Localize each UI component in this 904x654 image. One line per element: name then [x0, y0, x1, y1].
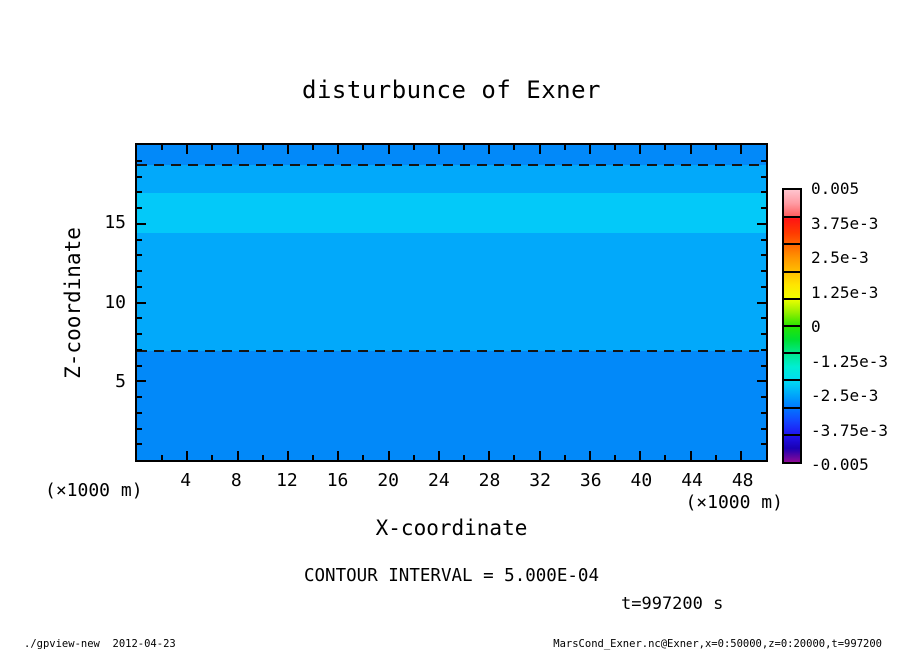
y-tick: [761, 176, 766, 178]
colorbar-tick-label: -3.75e-3: [811, 420, 889, 440]
colorbar-segment-divider: [784, 325, 800, 327]
x-tick: [413, 455, 415, 460]
y-tick: [137, 349, 142, 351]
colorbar-tick-label: 1.25e-3: [811, 282, 879, 302]
x-tick: [614, 145, 616, 150]
x-tick-label: 32: [529, 470, 551, 491]
y-tick: [761, 239, 766, 241]
y-axis-unit: (×1000 m): [45, 480, 143, 501]
x-tick: [337, 451, 339, 460]
y-tick: [761, 317, 766, 319]
y-tick: [761, 412, 766, 414]
y-tick: [137, 254, 142, 256]
y-tick: [137, 223, 146, 225]
x-tick: [639, 451, 641, 460]
x-tick: [513, 455, 515, 460]
y-tick: [761, 428, 766, 430]
x-tick-label: 12: [276, 470, 298, 491]
y-tick: [137, 270, 142, 272]
footer-datasource: MarsCond_Exner.nc@Exner,x=0:50000,z=0:20000,t=997200: [553, 638, 882, 650]
y-tick: [137, 176, 142, 178]
x-tick: [362, 145, 364, 150]
y-tick: [137, 207, 142, 209]
x-tick: [539, 451, 541, 460]
x-tick: [564, 455, 566, 460]
y-tick: [137, 239, 142, 241]
x-tick: [740, 145, 742, 154]
y-tick: [761, 396, 766, 398]
colorbar-tick-label: -2.5e-3: [811, 386, 879, 405]
x-tick: [539, 145, 541, 154]
x-tick: [488, 145, 490, 154]
x-tick: [690, 145, 692, 154]
x-tick-label: 24: [427, 470, 450, 491]
x-tick: [513, 145, 515, 150]
colorbar-segment-divider: [784, 216, 800, 218]
x-tick-label: 8: [230, 470, 242, 491]
colorbar-segment-divider: [784, 352, 800, 354]
colorbar-segment-divider: [784, 298, 800, 300]
x-tick: [589, 451, 591, 460]
y-tick: [761, 254, 766, 256]
y-axis-label: Z-coordinate: [61, 227, 85, 379]
x-tick-label: 48: [731, 470, 754, 491]
x-tick: [438, 145, 440, 154]
y-tick: [761, 349, 766, 351]
y-tick-label: 10: [104, 291, 126, 313]
dashed-contour-line: [137, 350, 766, 352]
colorbar-tick-label: 3.75e-3: [811, 213, 879, 233]
y-tick: [761, 207, 766, 209]
colorbar-tick-label: 0.005: [811, 179, 860, 198]
dashed-contour-line: [137, 164, 766, 166]
x-tick: [312, 145, 314, 150]
x-tick-label: 4: [180, 470, 192, 491]
y-tick: [137, 286, 142, 288]
colorbar-segment-divider: [784, 379, 800, 381]
tone-band: [137, 165, 766, 193]
colorbar-tick-label: 0: [811, 317, 821, 336]
x-tick: [715, 145, 717, 150]
x-tick: [664, 455, 666, 460]
x-tick: [564, 145, 566, 150]
x-tick: [262, 145, 264, 150]
y-tick: [137, 443, 142, 445]
x-tick: [362, 455, 364, 460]
tone-band: [137, 145, 766, 165]
x-tick: [211, 145, 213, 150]
x-tick: [388, 451, 390, 460]
x-tick: [237, 145, 239, 154]
x-tick: [463, 455, 465, 460]
x-tick-label: 28: [478, 470, 501, 491]
x-tick: [690, 451, 692, 460]
y-tick: [761, 160, 766, 162]
x-tick: [211, 455, 213, 460]
chart-title: disturbunce of Exner: [302, 76, 601, 104]
colorbar-tick-label: -1.25e-3: [811, 351, 889, 371]
y-tick: [757, 302, 766, 304]
x-tick-label: 16: [326, 470, 349, 491]
colorbar: [782, 188, 802, 464]
x-tick: [614, 455, 616, 460]
x-tick: [287, 451, 289, 460]
y-tick: [137, 302, 146, 304]
tone-band: [137, 193, 766, 233]
tone-band: [137, 233, 766, 351]
y-tick: [761, 270, 766, 272]
y-tick: [761, 443, 766, 445]
y-tick: [761, 191, 766, 193]
footer-command: ./gpview-new 2012-04-23: [24, 638, 176, 650]
x-tick: [186, 451, 188, 460]
y-tick: [761, 333, 766, 335]
x-tick: [186, 145, 188, 154]
y-tick: [137, 365, 142, 367]
x-tick: [388, 145, 390, 154]
colorbar-tick-label: -0.005: [811, 455, 869, 474]
x-tick-label: 20: [377, 470, 400, 491]
y-tick: [137, 428, 142, 430]
x-tick-label: 40: [630, 470, 653, 491]
x-tick: [237, 451, 239, 460]
colorbar-segment-divider: [784, 243, 800, 245]
colorbar-segment-divider: [784, 434, 800, 436]
x-tick: [589, 145, 591, 154]
x-tick: [715, 455, 717, 460]
x-tick: [312, 455, 314, 460]
y-tick: [137, 333, 142, 335]
tone-band: [137, 351, 766, 460]
y-tick-label: 5: [115, 371, 126, 393]
x-tick: [740, 451, 742, 460]
x-tick: [639, 145, 641, 154]
y-tick: [137, 191, 142, 193]
y-tick: [137, 412, 142, 414]
x-tick: [287, 145, 289, 154]
y-tick: [137, 317, 142, 319]
x-tick: [262, 455, 264, 460]
y-tick: [757, 380, 766, 382]
y-tick: [137, 160, 142, 162]
y-tick: [761, 365, 766, 367]
y-tick-label: 15: [104, 211, 126, 233]
x-tick: [161, 145, 163, 150]
plot-area: [135, 143, 768, 462]
x-tick: [161, 455, 163, 460]
colorbar-segment-divider: [784, 407, 800, 409]
x-tick: [463, 145, 465, 150]
x-tick: [664, 145, 666, 150]
contour-interval-note: CONTOUR INTERVAL = 5.000E-04: [303, 566, 599, 586]
time-annotation: t=997200 s: [621, 594, 724, 614]
x-axis-unit: (×1000 m): [685, 492, 783, 513]
x-axis-label: X-coordinate: [375, 516, 528, 540]
x-tick: [413, 145, 415, 150]
y-tick: [761, 286, 766, 288]
colorbar-segment-divider: [784, 271, 800, 273]
y-tick: [137, 396, 142, 398]
y-tick: [757, 223, 766, 225]
x-tick: [337, 145, 339, 154]
x-tick-label: 36: [579, 470, 602, 491]
x-tick: [438, 451, 440, 460]
y-tick: [137, 380, 146, 382]
colorbar-tick-label: 2.5e-3: [811, 248, 869, 267]
x-tick-label: 44: [681, 470, 703, 491]
x-tick: [488, 451, 490, 460]
